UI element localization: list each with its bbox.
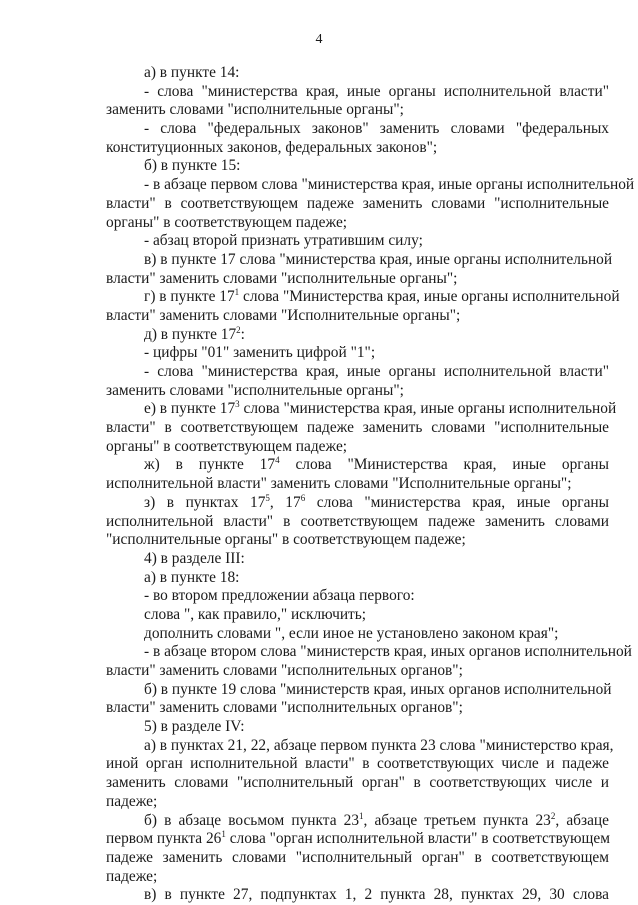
text-line xyxy=(106,812,609,831)
text-run: - цифры "01" заменить цифрой "1"; xyxy=(144,344,376,362)
text-run: слова "Министерства края, иные органы исполнительной xyxy=(239,288,620,306)
text-line xyxy=(106,176,635,195)
text-line xyxy=(106,438,609,457)
text-line xyxy=(106,382,609,401)
text-run: , абзаце третьем пункта 23 xyxy=(363,811,551,829)
text-run: в) в пункте 27, подпунктах 1, 2 пункта 28, пунктах 29, 30 слова xyxy=(144,886,609,904)
text-run: власти" в соответствующем падеже заменить словами "исполнительные xyxy=(106,419,609,437)
text-run: - абзац второй признать утратившим силу; xyxy=(144,232,423,250)
text-run: слова "министерства края, иные органы xyxy=(305,493,610,511)
text-run: власти" заменить словами "исполнительных органов"; xyxy=(106,699,463,717)
text-line xyxy=(106,606,609,625)
text-line xyxy=(106,680,612,700)
text-line xyxy=(106,774,609,793)
text-run: 4) в разделе III: xyxy=(144,549,245,567)
text-line xyxy=(106,307,609,326)
text-line xyxy=(106,793,609,812)
text-run: слова "министерства края, иные органы исполнительной xyxy=(239,400,617,418)
text-run: а) в пункте 18: xyxy=(144,568,240,586)
text-run: исполнительной власти" заменить словами "Исполнительные органы"; xyxy=(106,475,572,493)
text-line xyxy=(106,625,609,644)
text-run: органы" в соответствующем падеже; xyxy=(106,437,348,455)
text-run: б) в абзаце восьмом пункта 23 xyxy=(144,811,360,829)
text-line xyxy=(106,886,609,905)
text-line xyxy=(106,214,609,233)
text-line xyxy=(106,868,609,887)
text-run: - слова "федеральных законов" заменить словами "федеральных xyxy=(144,120,609,138)
text-run: , 17 xyxy=(269,493,301,511)
text-line xyxy=(106,569,609,588)
superscript: 2 xyxy=(550,810,556,821)
text-line xyxy=(106,494,609,513)
text-line xyxy=(106,139,609,158)
text-line xyxy=(106,718,609,737)
text-line xyxy=(106,399,617,419)
text-run: слова ", как правило," исключить; xyxy=(144,605,367,623)
text-run: - во втором предложении абзаца первого: xyxy=(144,587,415,605)
text-run: - в абзаце первом слова "министерства края, иные органы исполнительной xyxy=(144,176,635,194)
text-run: б) в пункте 15: xyxy=(144,157,241,175)
text-line xyxy=(106,755,609,774)
text-run: заменить словами "исполнительный орган" в соответствующих числе и xyxy=(106,774,609,792)
text-line xyxy=(106,849,609,868)
text-run: а) в пункте 14: xyxy=(144,64,240,81)
superscript: 2 xyxy=(236,324,241,335)
text-run: слова "Министерства края, иные органы xyxy=(279,456,609,474)
text-run: ж) в пункте 17 xyxy=(144,456,276,474)
text-run: исполнительной власти" в соответствующем падеже заменить словами xyxy=(106,512,609,530)
text-line xyxy=(106,456,609,475)
text-run: заменить словами "исполнительные органы"; xyxy=(106,101,404,119)
superscript: 3 xyxy=(235,399,240,410)
text-line xyxy=(106,157,609,176)
text-run: , абзаце xyxy=(555,811,609,829)
page-number: 4 xyxy=(315,32,323,47)
superscript: 5 xyxy=(265,492,270,503)
text-run: падеже заменить словами "исполнительный орган" в соответствующем xyxy=(106,848,609,866)
text-line xyxy=(106,643,632,662)
text-run: органы" в соответствующем падеже; xyxy=(106,213,348,231)
text-line xyxy=(106,475,609,494)
superscript: 6 xyxy=(300,492,306,503)
text-line xyxy=(106,83,609,102)
text-run: слова "орган исполнительной власти" в соответствующем xyxy=(225,830,610,848)
text-run: - в абзаце втором слова "министерств края, иных органов исполнительной xyxy=(144,643,632,661)
text-run: - слова "министерства края, иные органы исполнительной власти" xyxy=(144,363,609,380)
text-run: власти" заменить словами "исполнительных органов"; xyxy=(106,662,463,679)
text-run: з) в пунктах 17 xyxy=(144,493,266,511)
text-run: б) в пункте 19 слова "министерств края, иных органов исполнительной xyxy=(144,680,612,698)
text-run: заменить словами "исполнительные органы"; xyxy=(106,381,404,399)
text-run: иной орган исполнительной власти" в соответствующих числе и падеже xyxy=(106,755,609,773)
text-run: власти" заменить словами "исполнительные органы"; xyxy=(106,269,458,287)
text-run: е) в пункте 17 xyxy=(144,400,236,418)
text-run: "исполнительные органы" в соответствующем падеже; xyxy=(106,531,466,549)
text-run: : xyxy=(240,325,245,343)
superscript: 1 xyxy=(221,829,226,840)
text-line xyxy=(106,550,609,569)
text-run: конституционных законов, федеральных законов"; xyxy=(106,138,438,156)
text-line xyxy=(106,270,609,289)
text-line xyxy=(106,699,609,718)
text-line xyxy=(106,287,620,307)
text-line xyxy=(106,344,609,363)
text-run: - слова "министерства края, иные органы исполнительной власти" xyxy=(144,82,609,100)
text-line xyxy=(106,326,609,345)
text-line xyxy=(106,736,614,756)
text-run: д) в пункте 17 xyxy=(144,325,237,343)
text-run: г) в пункте 17 xyxy=(144,288,235,306)
text-line xyxy=(106,363,609,382)
text-line xyxy=(106,531,609,550)
superscript: 4 xyxy=(275,455,280,466)
text-line xyxy=(106,587,609,606)
text-run: а) в пунктах 21, 22, абзаце первом пункта 23 слова "министерство края, xyxy=(144,736,614,754)
text-line xyxy=(106,830,609,849)
text-run: падеже; xyxy=(106,792,158,810)
document-body xyxy=(106,64,635,905)
text-run: падеже; xyxy=(106,867,158,885)
text-line xyxy=(106,64,609,83)
superscript: 1 xyxy=(359,810,364,821)
text-line xyxy=(106,662,609,681)
text-line xyxy=(106,195,609,214)
text-line xyxy=(106,232,609,251)
superscript: 1 xyxy=(234,287,240,298)
text-run: в) в пункте 17 слова "министерства края, иные органы исполнительной xyxy=(144,250,613,268)
text-run: 5) в разделе IV: xyxy=(144,718,245,736)
text-run: дополнить словами ", если иное не установлено законом края"; xyxy=(144,624,559,642)
text-run: власти" заменить словами "Исполнительные органы"; xyxy=(106,306,461,324)
text-line xyxy=(106,120,609,139)
text-run: первом пункта 26 xyxy=(106,830,222,848)
text-line xyxy=(106,250,613,270)
text-line xyxy=(106,419,609,438)
text-line xyxy=(106,513,609,532)
text-run: власти" в соответствующем падеже заменить словами "исполнительные xyxy=(106,194,609,212)
text-line xyxy=(106,101,609,120)
